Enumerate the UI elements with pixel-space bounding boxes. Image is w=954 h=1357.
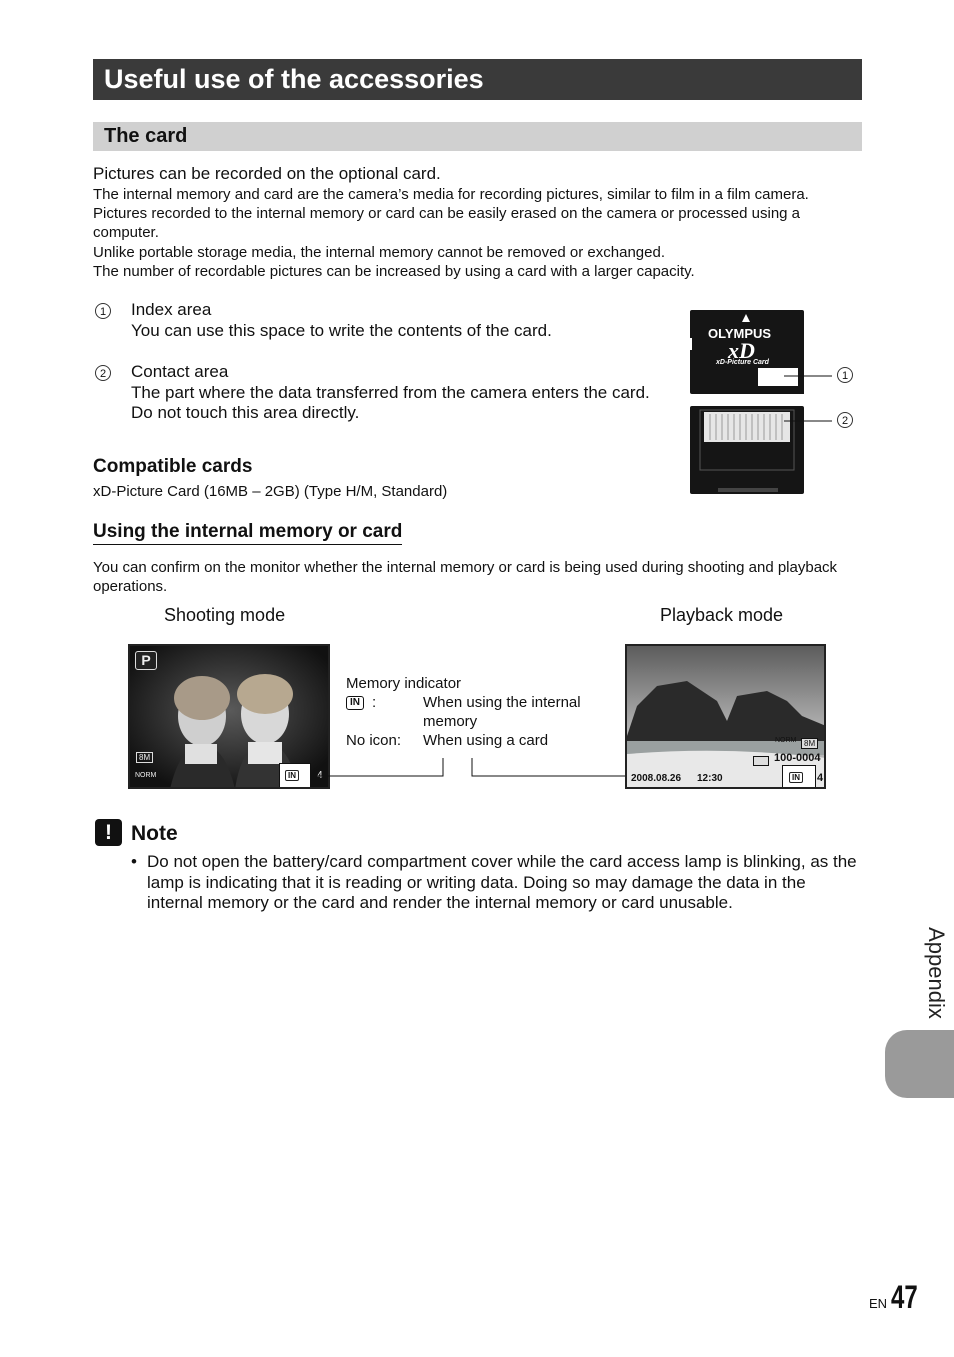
folder-icon	[753, 756, 769, 766]
appendix-tab	[885, 1030, 954, 1098]
page-number: 47	[891, 1279, 918, 1315]
item-2-title: Contact area	[131, 362, 229, 381]
section-title: The card	[93, 122, 862, 151]
playback-frame-count: 4	[817, 772, 824, 784]
in-description-1: When using the internal	[423, 694, 581, 711]
memory-text: You can confirm on the monitor whether the internal memory or card is being used during shooting and playback operations.	[93, 559, 838, 595]
intro-paragraph-1: The internal memory and card are the camera’s media for recording pictures, similar to film in a film camera.	[93, 186, 809, 203]
item-2-description-1: The part where the data transferred from the camera enters the card.	[131, 382, 650, 402]
playback-caption: Playback mode	[660, 605, 784, 625]
intro-paragraph-3: Unlike portable storage media, the internal memory cannot be removed or exchanged.	[93, 244, 665, 261]
shots-remaining: 4	[317, 770, 323, 781]
note-bullet-marker: •	[131, 852, 137, 871]
card-brand: OLYMPUS	[708, 326, 772, 341]
compatible-text: xD-Picture Card (16MB – 2GB) (Type H/M, Standard)	[93, 483, 448, 500]
image-size-icon: 8M	[136, 752, 153, 763]
playback-memory-icon: IN	[789, 772, 803, 783]
compatible-heading: Compatible cards	[93, 456, 253, 477]
shooting-caption: Shooting mode	[164, 605, 286, 625]
callout-1: 1	[837, 367, 853, 383]
program-mode-icon: P	[135, 651, 157, 670]
playback-date: 2008.08.26	[631, 773, 682, 784]
item-number-1: 1	[95, 303, 111, 319]
xd-logo: xD	[728, 338, 755, 363]
playback-quality: NORM	[775, 737, 797, 744]
memory-heading: Using the internal memory or card	[93, 521, 402, 545]
note-text: Do not open the battery/card compartment cover while the card access lamp is blinking, as the lamp is indicating that it is reading or writing data. Doing so may damage the data in the internal memory or the card and render the internal memory or card unusable.	[147, 852, 857, 912]
intro-paragraph-2: Pictures recorded to the internal memory or card can be easily erased on the camera or processed using a computer.	[93, 205, 801, 241]
item-number-2: 2	[95, 365, 111, 381]
file-number: 100-0004	[774, 752, 821, 764]
intro-paragraph-4: The number of recordable pictures can be increased by using a card with a larger capacity.	[93, 263, 695, 280]
in-colon: :	[372, 694, 377, 711]
xd-card-illustration	[688, 308, 858, 498]
item-1	[131, 300, 552, 341]
item-2-description-2: Do not touch this area directly.	[131, 403, 360, 422]
note-heading: Note	[131, 822, 178, 845]
callout-2: 2	[837, 412, 853, 428]
in-icon: IN	[346, 696, 364, 710]
playback-size-icon: 8M	[801, 738, 818, 749]
no-icon-label: No icon:	[346, 732, 402, 749]
item-1-description: You can use this space to write the contents of the card.	[131, 320, 552, 340]
intro-lead: Pictures can be recorded on the optional card.	[93, 164, 441, 183]
quality-label: NORM	[135, 772, 157, 779]
playback-time: 12:30	[697, 773, 723, 784]
item-1-title: Index area	[131, 300, 212, 319]
page-title: Useful use of the accessories	[93, 59, 862, 100]
item-2	[131, 362, 650, 424]
memory-indicator-title: Memory indicator	[346, 675, 462, 692]
card-label: xD-Picture Card	[716, 359, 769, 366]
no-icon-description: When using a card	[423, 732, 549, 749]
in-description-2: memory	[423, 713, 478, 730]
appendix-label: Appendix	[923, 927, 949, 1019]
internal-memory-icon: IN	[285, 770, 299, 781]
note-warning-icon: !	[95, 819, 122, 846]
language-label: EN	[869, 1296, 888, 1311]
playback-screen	[625, 644, 826, 789]
